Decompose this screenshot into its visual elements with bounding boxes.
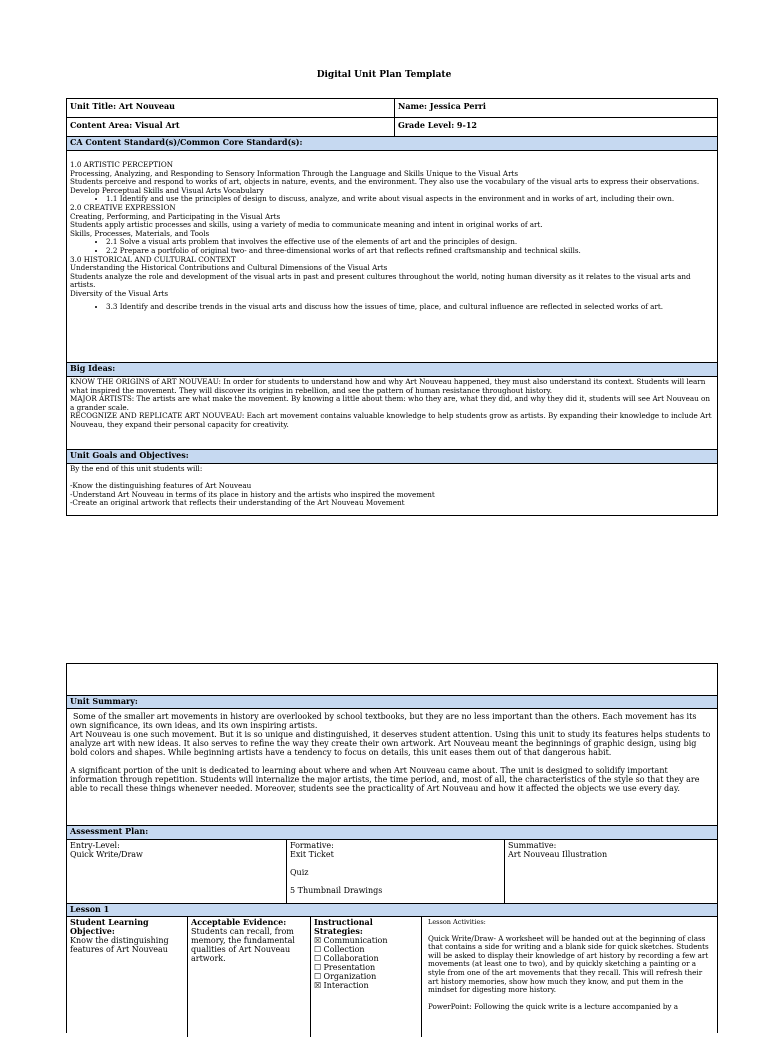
standard-2-1: • 2.1 Solve a visual arts problem that involves the effective use of the elements of art and the principles of design.: [106, 238, 714, 247]
standard-1-line-2: Students perceive and respond to works of art, objects in nature, events, and the environment. They also use the vocabulary of the visual arts to express their observations.: [70, 177, 700, 187]
checkbox-empty-icon: ☐: [314, 945, 322, 954]
lesson-activities: [421, 917, 717, 1037]
lesson-strategies: [310, 917, 421, 1037]
activities-paragraph-1: Quick Write/Draw- A worksheet will be handed out at the beginning of class that contains a side for writing and a blank side for quick sketches. Students will be asked to display their knowledge of art history by recording a few art movements (at least one to two), and by quickly sketching a painting or a style from one of the art movements that they recall. This will refresh their art history memories, show how much they know, and put them in the mindset for digesting more history.: [428, 933, 709, 995]
grade-level: Grade Level: 9-12: [394, 118, 717, 136]
standard-2-line-3: Skills, Processes, Materials, and Tools: [70, 228, 210, 238]
standard-1-heading: 1.0 ARTISTIC PERCEPTION: [70, 160, 174, 169]
content-area: Content Area: Visual Art: [70, 120, 180, 130]
unit-plan-table: [66, 663, 718, 1033]
big-idea-replicate: RECOGNIZE AND REPLICATE ART NOUVEAU: Each art movement contains valuable knowledge to help students grow as artists. By expanding their knowledge to include Art Nouveau, they expand their personal capacity for creativity.: [70, 411, 712, 429]
unit-title-row: [67, 99, 717, 118]
assessment-header: Assessment Plan:: [70, 826, 149, 836]
checkbox-empty-icon: ☐: [314, 972, 322, 981]
big-idea-artists: MAJOR ARTISTS: The artists are what make the movement. By knowing a little about them: who they are, what they did, and why they did it, students will see Art Nouveau on a grander scale.: [70, 394, 710, 412]
summary-text: [67, 709, 717, 825]
assessment-body: [67, 840, 717, 904]
standards-body: [67, 151, 717, 363]
standards-header: CA Content Standard(s)/Common Core Standard(s):: [70, 137, 303, 147]
checkbox-empty-icon: ☐: [314, 954, 322, 963]
strategy-collaboration: ☐ Collaboration: [314, 954, 379, 963]
summary-paragraph-3: A significant portion of the unit is dedicated to learning about where and when Art Nouveau came about. The unit is designed to solidify important information through repetition. Students will internalize the major artists, the time period, and, most of all, the characteristics of the style so that they are able to recall these things whenever needed. Moreover, students see the practicality of Art Nouveau and how it affected the objects we use every day.: [70, 766, 700, 793]
standard-2-2: • 2.2 Prepare a portfolio of original two- and three-dimensional works of art that reflects refined craftsmanship and technical skills.: [106, 247, 714, 256]
formative-quiz: Quiz: [290, 868, 309, 877]
standards-header-row: [67, 137, 717, 151]
standard-3-3: • 3.3 Identify and describe trends in the visual arts and discuss how the issues of time, place, and cultural influence are reflected in selected works of art.: [106, 303, 714, 312]
evidence-text: Students can recall, from memory, the fundamental qualities of Art Nouveau artwork.: [191, 927, 295, 963]
big-ideas-text: [67, 377, 717, 449]
strategy-presentation: ☐ Presentation: [314, 963, 376, 972]
goals-body: [67, 464, 717, 515]
big-ideas-body: [67, 377, 717, 450]
standard-1-1: • 1.1 Identify and use the principles of design to discuss, analyze, and write about visual aspects in the environment and in works of art, including their own.: [106, 195, 714, 204]
assessment-header-row: [67, 826, 717, 840]
assessment-formative: [286, 840, 504, 903]
entry-label: Entry-Level:: [70, 841, 120, 850]
teacher-name: Name: Jessica Perri: [394, 99, 717, 117]
standards-text: [67, 151, 717, 362]
activities-label: Lesson Activities:: [428, 918, 486, 926]
goals-header-row: [67, 450, 717, 464]
slo-text: Know the distinguishing features of Art Nouveau: [70, 936, 169, 954]
summative-value: Art Nouveau Illustration: [508, 850, 608, 859]
checkbox-checked-icon: ☒: [314, 936, 322, 945]
goal-2: -Understand Art Nouveau in terms of its place in history and the artists who inspired the movement: [70, 489, 435, 499]
slo-label: Student Learning Objective:: [70, 917, 149, 936]
lesson-header: Lesson 1: [70, 904, 110, 914]
summary-header-row: [67, 696, 717, 709]
summative-label: Summative:: [508, 841, 557, 850]
standard-3-heading: 3.0 HISTORICAL AND CULTURAL CONTEXT: [70, 254, 236, 264]
summary-paragraph-1: Some of the smaller art movements in history are overlooked by school textbooks, but they are no less important than the others. Each movement has its own significance, its own ideas, and its own inspiring artists.: [70, 712, 697, 730]
checkbox-checked-icon: ☒: [314, 981, 322, 990]
document-title: Digital Unit Plan Template: [316, 70, 452, 80]
strategy-organization: ☐ Organization: [314, 972, 377, 981]
unit-title: Unit Title: Art Nouveau: [70, 101, 175, 111]
standard-1-line-3: Develop Perceptual Skills and Visual Arts Vocabulary: [70, 185, 264, 195]
lesson-evidence: [187, 917, 310, 1037]
activities-paragraph-2: PowerPoint: Following the quick write is a lecture accompanied by a: [428, 1001, 679, 1011]
strategy-collection: ☐ Collection: [314, 945, 365, 954]
evidence-label: Acceptable Evidence:: [191, 917, 287, 927]
standard-2-line-2: Students apply artistic processes and skills, using a variety of media to communicate meaning and intent in original works of art.: [70, 220, 543, 230]
assessment-summative: [504, 840, 717, 903]
content-area-row: [67, 118, 717, 137]
standard-3-line-1: Understanding the Historical Contributions and Cultural Dimensions of the Visual Arts: [70, 263, 388, 273]
blank-row: [67, 664, 717, 696]
assessment-entry: [67, 840, 286, 903]
strategies-label: Instructional Strategies:: [314, 917, 373, 936]
strategy-interaction: ☒ Interaction: [314, 981, 369, 990]
standard-3-line-2: Students analyze the role and development of the visual arts in past and present cultures throughout the world, noting human diversity as it relates to the visual arts and artists.: [70, 271, 691, 290]
lesson-objective: [67, 917, 187, 1037]
formative-thumbnails: 5 Thumbnail Drawings: [290, 886, 383, 895]
entry-value: Quick Write/Draw: [70, 850, 143, 859]
summary-paragraph-2: Art Nouveau is one such movement. But it is so unique and distinguished, it deserves student attention. Using this unit to study its features helps students to analyze art with new ideas. It also serves to refine the way they create their own artwork. Art Nouveau meant the beginnings of graphic design, using big bold colors and shapes. While beginning artists have a tendency to focus on details, this unit eases them out of that dangerous habit.: [70, 730, 711, 757]
summary-body: [67, 709, 717, 826]
goal-1: -Know the distinguishing features of Art Nouveau: [70, 481, 252, 491]
goals-text: [67, 464, 717, 515]
formative-label: Formative:: [290, 841, 334, 850]
formative-exit-ticket: Exit Ticket: [290, 850, 334, 859]
standard-1-line-1: Processing, Analyzing, and Responding to Sensory Information Through the Language and Skills Unique to the Visual Arts: [70, 168, 519, 178]
checkbox-empty-icon: ☐: [314, 963, 322, 972]
standard-3-line-3: Diversity of the Visual Arts: [70, 288, 169, 298]
big-idea-origins-text: KNOW THE ORIGINS of ART NOUVEAU: In order for students to understand how and why Art Nouveau happened, they must also understand its context. Students will learn what inspired the movement. They will discover its origins in rebellion, and see the pattern of human resistance throughout history.: [70, 377, 706, 395]
goal-3: -Create an original artwork that reflects their understanding of the Art Nouveau Movement: [70, 498, 405, 508]
lesson-header-row: [67, 904, 717, 917]
strategy-communication: ☒ Communication: [314, 936, 388, 945]
unit-info-table: [66, 98, 718, 516]
summary-header: Unit Summary:: [70, 696, 138, 706]
standard-2-heading: 2.0 CREATIVE EXPRESSION: [70, 202, 176, 212]
big-ideas-header: Big Ideas:: [70, 363, 116, 373]
goals-intro: By the end of this unit students will:: [70, 464, 203, 473]
lesson-body: [67, 917, 717, 1037]
standard-2-line-1: Creating, Performing, and Participating in the Visual Arts: [70, 211, 281, 221]
goals-header: Unit Goals and Objectives:: [70, 450, 189, 460]
big-ideas-header-row: [67, 363, 717, 377]
